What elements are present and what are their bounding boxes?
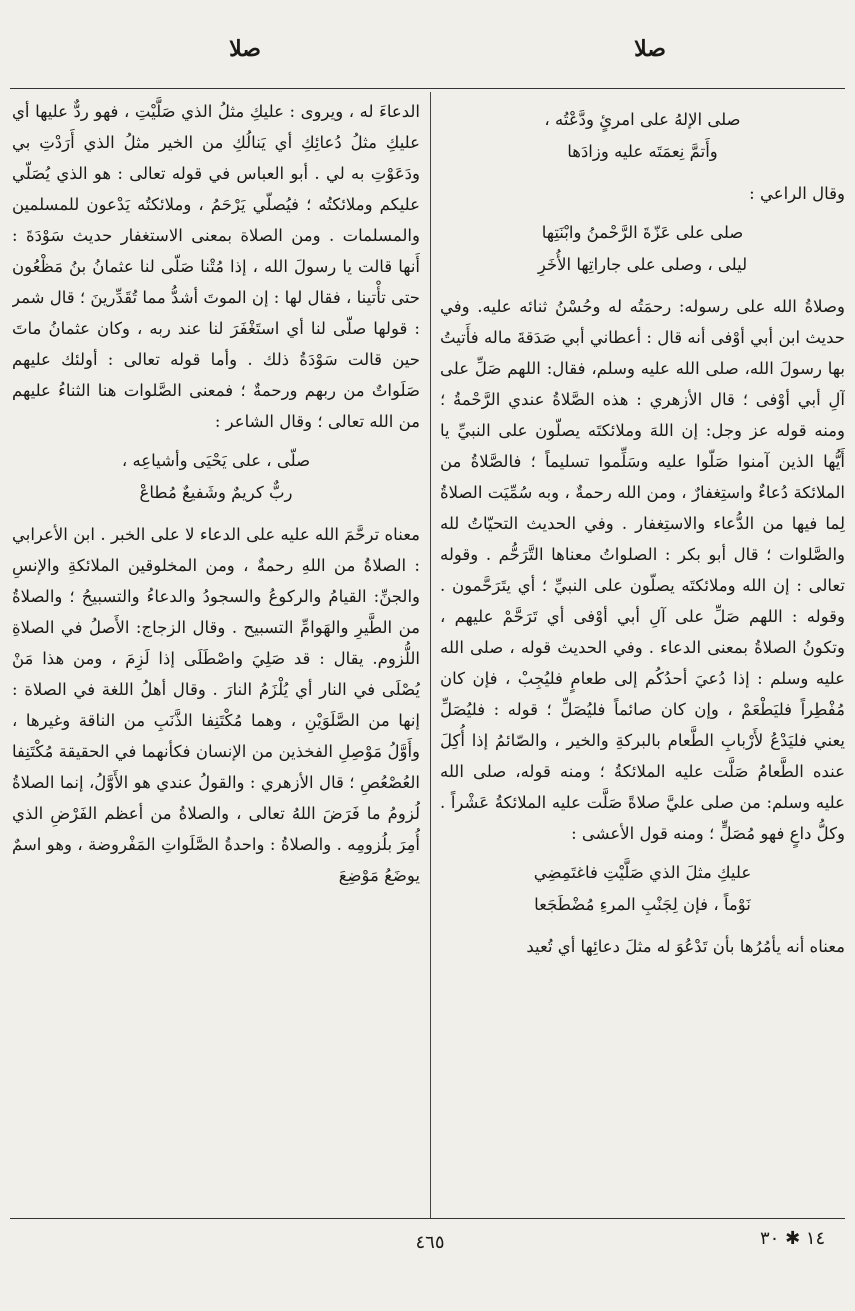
signature-code: ١٤ ✱ ٣٠: [760, 1228, 826, 1249]
body-paragraph: معناه أنه يأمُرُها بأن تَدْعُوَ له مثلَ دعائِها أي تُعيد: [526, 937, 845, 956]
header-word-right: صلا: [634, 36, 666, 62]
verse-line: صلى على عَزّةَ الرَّحْمنُ وابْنَتِها: [541, 223, 744, 242]
verse-line: صلّى ، على يَحْيَى وأشياعِه ،: [121, 451, 311, 470]
verse-block: [440, 857, 845, 921]
header-word-left: صلا: [229, 36, 261, 62]
verse-block: [440, 217, 845, 281]
verse-line: وأَتمَّ نِعمَتَه عليه وزادَها: [567, 142, 718, 161]
body-paragraph: وصلاةُ الله على رسوله: رحمَتُه له وحُسْنُ ثنائه عليه. وفي حديث ابن أبي أوْفى أنه قال : أعطاني أبي صَدَقةَ ماله فأَتيتُ بها رسولَ الله، صلى الله عليه وسلم، فقال: اللهم صَلِّ على آلِ أبي أوْفى ؛ قال الأزهري : هذه الصَّلاةُ عندي الرَّحْمةُ ؛ ومنه قوله عز وجل: إن اللهَ وملائكتَه يصلّون على النبيِّ يا أَيُّها الذين آمنوا صَلّوا عليه وسَلِّموا تسليماً ؛ فالصَّلاةُ من الملائكة دُعاءٌ واستِغفارٌ ، ومن الله رحمةٌ ، وبه سُمِّيَت الصلاةُ لِما فيها من الدُّعاء والاستِغفار . وفي الحديث التحيّاتُ لله والصَّلوات ؛ قال أبو بكر : الصلواتُ معناها التَّرَحُّم . وقوله تعالى : إن الله وملائكتَه يصلّون على النبيِّ ؛ أي يتَرَحَّمون . وقوله : اللهم صَلِّ على آلِ أبي أوْفى أي تَرَحَّمْ عليهم ، وتكونُ الصلاةُ بمعنى الدعاء . وفي الحديث قوله ، صلى الله عليه وسلم : إذا دُعيَ أحدُكُم إلى طعامٍ فليُجِبْ ، فإن كان مُفْطِراً فليَطْعَمْ ، وإن كان صائماً فليُصَلِّ ؛ قوله : فليُصَلِّ يعني فليَدْعُ لأَرْبابِ الطَّعام بالبركةِ والخير ، والصّائمُ إذا أُكِلَ عنده الطَّعامُ صَلَّت عليه الملائكةُ ؛ ومنه قوله، صلى الله عليه وسلم: من صلى عليَّ صلاةً صَلَّت عليه الملائكةُ عَشْراً . وكلُّ داعٍ فهو مُصَلٍّ ؛ ومنه قول الأعشى :: [440, 297, 845, 843]
body-paragraph: الدعاءَ له ، ويروى : عليكِ مثلُ الذي صَلَّيْتِ ، فهو ردٌّ عليها أي عليكِ مثلُ دُعائِكِ أي يَنالُكِ من الخير مثلُ الذي أَرَدْتِ بي ودَعَوْتِ به لي . أبو العباس في قوله تعالى : هو الذي يُصَلّي عليكم وملائكتُه ؛ فيُصلّي يَرْحَمُ ، وملائكتُه يَدْعون للمسلمين والمسلمات . ومن الصلاة بمعنى الاستغفار حديث سَوْدَةَ : أَنها قالت يا رسولَ الله ، إذا مُتْنا صَلّى لنا عثمانُ بنُ مَظْعُون حتى تأْتينا ، فقال لها : إن الموتَ أشدُّ مما تُقَدِّرينَ ؛ قال شمر : قولها صلّى لنا أي استَغْفَرَ لنا عند ربه ، وكان عثمانُ ماتَ حين قالت سَوْدَةُ ذلك . وأما قوله تعالى : أولئك عليهم صَلَواتٌ من ربهم ورحمةٌ ؛ فمعنى الصَّلوات هنا الثناءُ عليهم من الله تعالى ؛ وقال الشاعر :: [12, 102, 420, 431]
intro-line: وقال الراعي :: [749, 184, 845, 203]
verse-line: ليلى ، وصلى على جاراتِها الأُخَرِ: [537, 255, 748, 274]
column-divider: [430, 92, 431, 1218]
verse-line: عليكِ مثلَ الذي صَلَّيْتِ فاغتَمِضِي: [533, 863, 752, 882]
verse-line: صلى الإلهُ على امرئٍ ودَّعْتُه ،: [544, 110, 741, 129]
verse-block: [12, 445, 420, 509]
verse-block: [440, 104, 845, 168]
verse-line: ربٌّ كريمٌ وشَفيعٌ مُطاعْ: [139, 483, 293, 502]
right-column: [440, 96, 845, 1208]
verse-line: نَوْماً ، فإن لِجَنْبِ المرءِ مُضْطَجَعا: [534, 895, 751, 914]
body-paragraph: معناه ترحَّمَ الله عليه على الدعاء لا على الخبر . ابن الأعرابي : الصلاةُ من اللهِ رحمةٌ ، ومن المخلوقين الملائكةِ والإنسِ والجنِّ: القيامُ والركوعُ والسجودُ والدعاءُ والتسبيحُ ؛ والصلاةُ من الطَّيرِ والهَوامِّ التسبيح . وقال الزجاج: الأَصلُ في الصلاةِ اللُّزوم. يقال : قد صَلِيَ واصْطَلَى إذا لَزِمَ ، ومن هذا مَنْ يُصْلَى في النار أي يُلْزَمُ النارَ . وقال أهلُ اللغة في الصلاة : إنها من الصَّلَوَيْنِ ، وهما مُكْتَنِفا الذَّنَبِ من الناقة وغيرها ، وأَوَّلُ مَوْصِلِ الفخذين من الإنسان فكأنهما في الحقيقة مُكْتَنِفا العُصْعُصِ ؛ قال الأزهري : والقولُ عندي هو الأَوَّلُ، إنما الصلاةُ لُزومُ ما فَرَضَ اللهُ تعالى ، والصلاةُ من أعظم الفَرْضِ الذي أُمِرَ بلُزومِه . والصلاةُ : واحدةُ الصَّلَواتِ المَفْروضة ، وهو اسمٌ يوضَعُ مَوْضِعَ: [12, 525, 420, 885]
footer-rule: [10, 1218, 845, 1219]
page-number: ٤٦٥: [415, 1232, 445, 1253]
header-rule: [10, 88, 845, 89]
left-column: [12, 96, 420, 1208]
